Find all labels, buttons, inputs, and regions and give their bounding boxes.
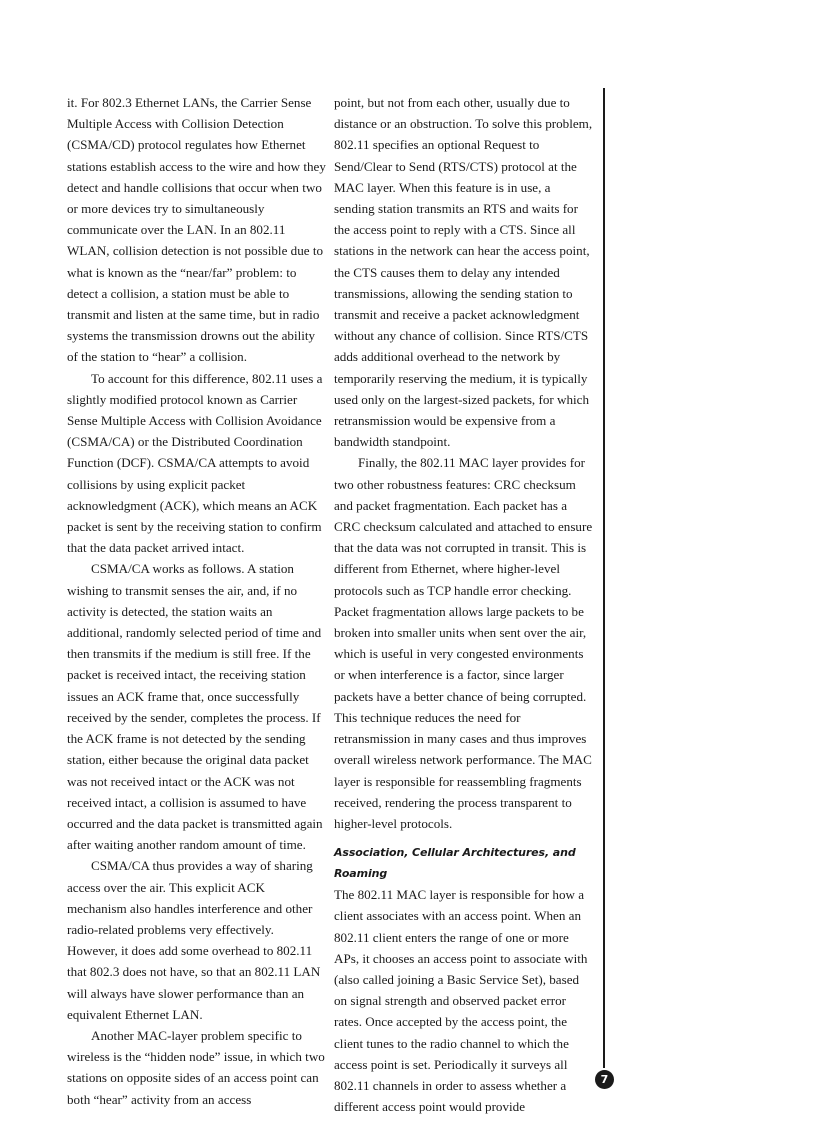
- body-paragraph: point, but not from each other, usually due to distance or an obstruction. To solve this problem, 802.11 specifies an optional Request to Send/Clear to Send (RTS/CTS) protocol at the MAC layer. When this feature is in use, a sending station transmits an RTS and waits for the access point to reply with a CTS. Since all stations in the network can hear the access point, the CTS causes them to delay any intended transmissions, allowing the sending station to transmit and receive a packet acknowledgment without any chance of collision. Since RTS/CTS adds additional overhead to the network by temporarily reserving the medium, it is typically used only on the largest-sized packets, for which retransmission would be expensive from a bandwidth standpoint.: [334, 95, 593, 450]
- body-paragraph: Another MAC-layer problem specific to wireless is the “hidden node” issue, in which two stations on opposite sides of an access point can both “hear” activity from an access: [67, 1027, 325, 1107]
- body-paragraph: CSMA/CA thus provides a way of sharing access over the air. This explicit ACK mechanism also handles interference and other radio-related problems very effectively. However, it does add some overhead to 802.11 that 802.3 does not have, so that an 802.11 LAN will always have slower performance than an equivalent Ethernet LAN.: [67, 858, 321, 1022]
- body-paragraph: CSMA/CA works as follows. A station wishing to transmit senses the air, and, if no activity is detected, the station waits an additional, randomly selected period of time and then transmits if the medium is still free. If the packet is received intact, the receiving station issues an ACK frame that, once successfully received by the sender, completes the process. If the ACK frame is not detected by the sending station, either because the original data packet was not received intact or the ACK was not received intact, a collision is assumed to have occurred and the data packet is transmitted again after waiting another random amount of time.: [67, 561, 323, 853]
- body-paragraph: it. For 802.3 Ethernet LANs, the Carrier Sense Multiple Access with Collision Detection (CSMA/CD) protocol regulates how Ethernet stations establish access to the wire and how they detect and handle collisions that occur when two or more devices try to simultaneously communicate over the LAN. In an 802.11 WLAN, collision detection is not possible due to what is known as the “near/far” problem: to detect a collision, a station must be able to transmit and listen at the same time, but in radio systems the transmission drowns out the ability of the station to “hear” a collision.: [67, 95, 326, 365]
- left-text-column: [67, 92, 327, 1110]
- right-text-column: [334, 92, 594, 1117]
- page-number-badge: 7: [595, 1070, 614, 1089]
- body-paragraph: Finally, the 802.11 MAC layer provides for two other robustness features: CRC checksum and packet fragmentation. Each packet has a CRC checksum calculated and attached to ensure that the data was not corrupted in transit. This is different from Ethernet, where higher-level protocols such as TCP handle error checking. Packet fragmentation allows large packets to be broken into smaller units when sent over the air, which is useful in very congested environments or when interference is a factor, since larger packets have a better chance of being corrupted. This technique reduces the need for retransmission in many cases and thus improves overall wireless network performance. The MAC layer is responsible for reassembling fragments received, rendering the process transparent to higher-level protocols.: [334, 455, 593, 831]
- body-paragraph: The 802.11 MAC layer is responsible for how a client associates with an access point. When an 802.11 client enters the range of one or more APs, it chooses an access point to associate with (also called joining a Basic Service Set), based on signal strength and observed packet error rates. Once accepted by the access point, the client tunes to the radio channel to which the access point is set. Periodically it surveys all 802.11 channels in order to assess whether a different access point would provide: [334, 887, 588, 1115]
- section-heading: Association, Cellular Architectures, and Roaming: [334, 846, 576, 881]
- body-paragraph: To account for this difference, 802.11 uses a slightly modified protocol known as Carrier Sense Multiple Access with Collision Avoidance (CSMA/CA) or the Distributed Coordination Function (DCF). CSMA/CA attempts to avoid collisions by using explicit packet acknowledgment (ACK), which means an ACK packet is sent by the receiving station to confirm that the data packet arrived intact.: [67, 370, 323, 556]
- margin-rule: [603, 88, 605, 1068]
